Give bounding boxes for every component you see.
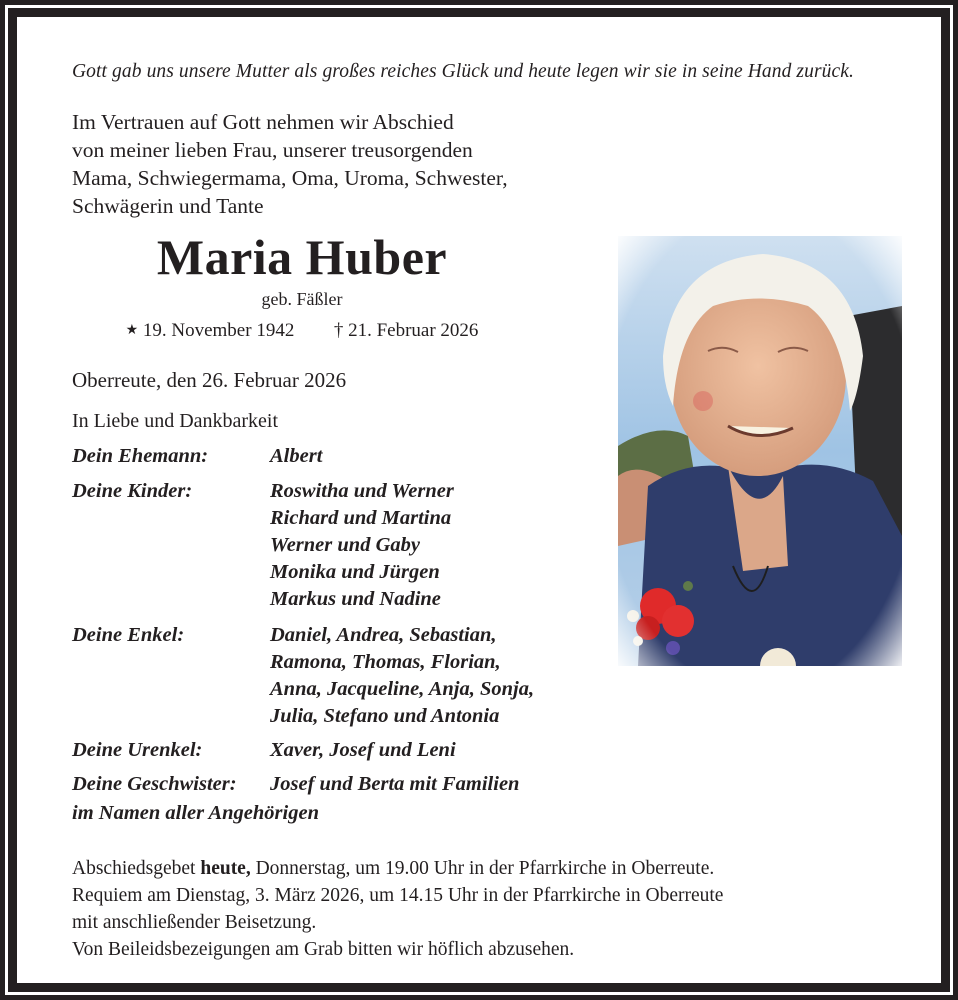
notice-frame-outer [5,5,953,995]
place-and-date: Oberreute, den 26. Februar 2026 [72,368,347,392]
family-label: Deine Kinder: [72,480,193,502]
family-label: Deine Enkel: [72,624,185,646]
birth-date: 19. November 1942 [142,320,295,341]
family-label: Deine Geschwister: [72,773,237,795]
family-label: Deine Urenkel: [72,739,203,761]
service-line: Von Beileidsbezeigungen am Grab bitten wir höflich abzusehen. [72,939,575,960]
motto-quote: Gott gab uns unsere Mutter als großes reiches Glück und heute legen wir sie in seine Hand zurück. [72,61,854,82]
family-names: Xaver, Josef und Leni [270,739,456,761]
life-dates [72,320,532,342]
highlight-today: heute, [200,858,251,879]
intro-text [72,108,508,220]
birth-star-icon: ★ [125,323,139,338]
family-names: Roswitha und Werner Richard und Martina Werner und Gaby Monika und Jürgen Markus und Nadine [270,480,454,610]
service-info [72,855,723,963]
intro-line: von meiner lieben Frau, unserer treusorgenden [72,138,473,162]
death-cross-icon: † [333,320,344,341]
death-date: 21. Februar 2026 [348,320,479,341]
family-names: Albert [270,445,323,467]
closing-line: im Namen aller Angehörigen [72,802,319,824]
service-line: Abschiedsgebet heute, Donnerstag, um 19.00 Uhr in der Pfarrkirche in Oberreute. [72,858,715,879]
family-names: Daniel, Andrea, Sebastian, Ramona, Thomas, Florian, Anna, Jacqueline, Anja, Sonja, Julia, Stefano und Antonia [270,624,535,727]
intro-line: Im Vertrauen auf Gott nehmen wir Abschied [72,110,454,134]
intro-line: Mama, Schwiegermama, Oma, Uroma, Schwester, [72,166,508,190]
maiden-name: geb. Fäßler [261,289,343,309]
service-line: mit anschließender Beisetzung. [72,912,317,933]
obituary-notice [17,17,941,983]
notice-frame-inner [8,8,950,992]
family-names: Josef und Berta mit Familien [270,773,520,795]
deceased-name: Maria Huber [156,229,448,285]
thanks-line: In Liebe und Dankbarkeit [72,410,279,432]
service-line: Requiem am Dienstag, 3. März 2026, um 14.15 Uhr in der Pfarrkirche in Oberreute [72,885,724,906]
family-label: Dein Ehemann: [72,445,209,467]
portrait-photo [618,236,902,666]
intro-line: Schwägerin und Tante [72,194,264,218]
